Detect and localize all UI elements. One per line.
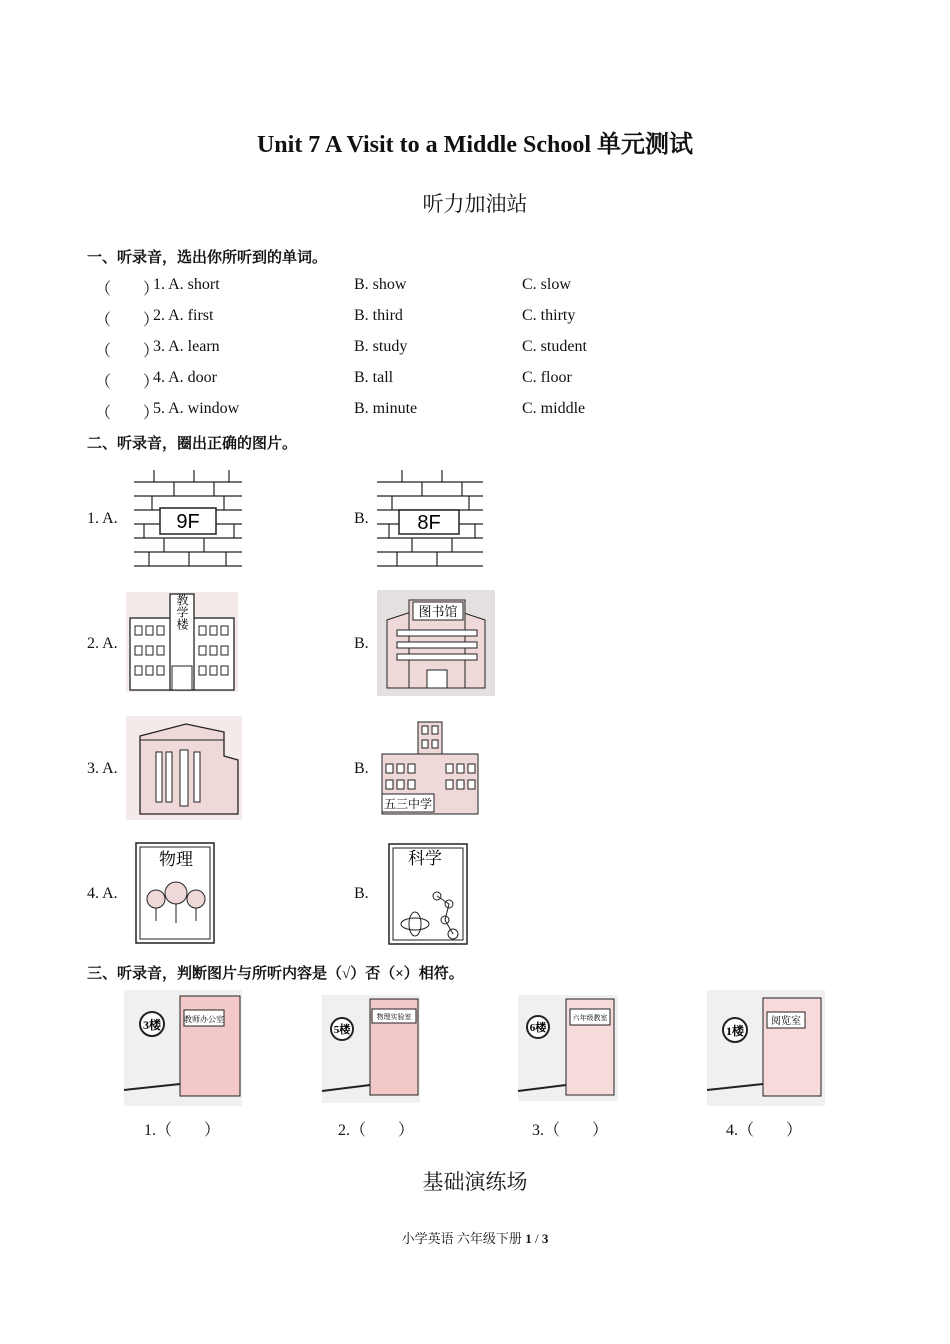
judge-answer-3: 3.（ ）: [532, 1122, 609, 1139]
door-sign-text: 教师办公室: [184, 1015, 224, 1024]
answer-paren: （ ）: [95, 374, 160, 391]
item2-b-label: B.: [354, 635, 369, 652]
item3-a-label: 3. A.: [87, 760, 118, 777]
physics-book-image: [134, 841, 216, 945]
item4-b-label: B.: [354, 885, 369, 902]
footer-page: 1: [525, 1231, 532, 1246]
building-sign-text: 图书馆: [418, 604, 458, 619]
building-sign-text: 教学楼: [175, 594, 189, 630]
footer-total: 3: [541, 1231, 549, 1246]
book-title-text: 科学: [408, 849, 442, 868]
option-c: C. slow: [522, 276, 571, 293]
option-c: C. thirty: [522, 307, 576, 324]
answer-paren: （ ）: [95, 405, 160, 422]
section2-heading: 二、听录音，圈出正确的图片。: [87, 436, 298, 452]
floor-badge-text: 6楼: [529, 1022, 547, 1034]
door-3f-image: [124, 990, 242, 1106]
floor-sign-text: 9F: [176, 511, 200, 533]
option-a: 1. A. short: [153, 276, 220, 293]
page-footer: [0, 1228, 950, 1247]
door-sign-text: 物理实验室: [376, 1013, 412, 1021]
floor-sign-text: 8F: [417, 512, 441, 534]
section3-heading: 三、听录音，判断图片与所听内容是（√）否（×）相符。: [87, 966, 464, 982]
page-title: Unit 7 A Visit to a Middle School 单元测试: [256, 132, 694, 158]
library-image: [377, 590, 495, 696]
judge-answer-4: 4.（ ）: [726, 1122, 803, 1139]
door-6f-image: [518, 995, 618, 1101]
option-c: C. student: [522, 338, 587, 355]
item1-b-label: B.: [354, 510, 369, 527]
option-b: B. study: [354, 338, 408, 355]
footer-sep: /: [531, 1231, 542, 1246]
item2-a-label: 2. A.: [87, 635, 118, 652]
building-sign-text: 五三中学: [383, 797, 433, 811]
answer-paren: （ ）: [95, 343, 160, 360]
floor-badge-text: 1楼: [725, 1024, 745, 1038]
option-a: 3. A. learn: [153, 338, 220, 355]
floor-badge-text: 3楼: [142, 1018, 162, 1032]
listening-section-title: 听力加油站: [422, 192, 528, 216]
option-c: C. middle: [522, 400, 586, 417]
modern-building-image: [126, 716, 242, 820]
door-sign-text: 六年级教室: [572, 1014, 608, 1022]
science-book-image: [387, 842, 469, 946]
answer-paren: （ ）: [95, 312, 160, 329]
floor-badge-text: 5楼: [333, 1024, 351, 1036]
answer-paren: （ ）: [95, 281, 160, 298]
option-b: B. show: [354, 276, 407, 293]
judge-answer-2: 2.（ ）: [338, 1122, 415, 1139]
judge-answer-1: 1.（ ）: [144, 1122, 221, 1139]
option-a: 2. A. first: [153, 307, 214, 324]
basics-section-title: 基础演练场: [422, 1170, 528, 1194]
door-sign-text: 阅览室: [771, 1016, 801, 1027]
option-a: 4. A. door: [153, 369, 217, 386]
brick-wall-9f-image: [134, 470, 242, 572]
option-b: B. third: [354, 307, 403, 324]
item3-b-label: B.: [354, 760, 369, 777]
middle-school-image: [380, 720, 480, 816]
footer-text: 小学英语 六年级下册: [401, 1231, 526, 1246]
door-5f-image: [322, 995, 420, 1103]
book-title-text: 物理: [159, 850, 193, 869]
item4-a-label: 4. A.: [87, 885, 118, 902]
option-b: B. tall: [354, 369, 394, 386]
option-b: B. minute: [354, 400, 418, 417]
teaching-building-image: [126, 592, 238, 692]
option-a: 5. A. window: [153, 400, 240, 417]
item1-a-label: 1. A.: [87, 510, 118, 527]
section1-heading: 一、听录音，选出你所听到的单词。: [87, 250, 328, 266]
brick-wall-8f-image: [377, 470, 483, 572]
option-c: C. floor: [522, 369, 572, 386]
door-1f-image: [707, 990, 825, 1106]
